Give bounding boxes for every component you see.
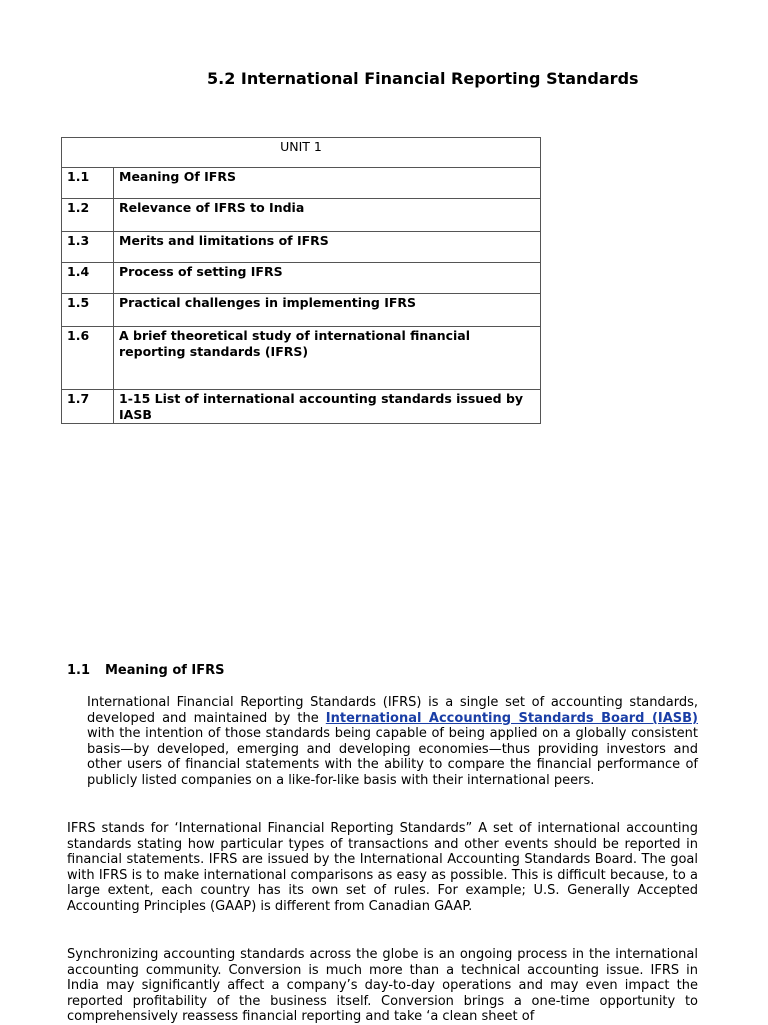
- table-row: [62, 199, 541, 232]
- topic-title: A brief theoretical study of international financial reporting standards (IFRS): [114, 327, 541, 390]
- table-row: [62, 390, 541, 424]
- table-row: [62, 263, 541, 294]
- paragraph-text: International Financial Reporting Standards (IFRS) is a single set of accounting standards, developed and maintained by the: [87, 695, 698, 726]
- topic-number: 1.1: [62, 168, 114, 199]
- paragraph-text: with the intention of those standards being capable of being applied on a globally consistent basis—by developed, emerging and developing economies—thus providing investors and other users of financial statements with the ability to compare the financial performance of publicly listed companies on a like-for-like basis with their international peers.: [87, 726, 698, 788]
- topic-number: 1.4: [62, 263, 114, 294]
- unit-header: UNIT 1: [62, 138, 541, 168]
- paragraph-definition: [87, 695, 698, 789]
- topic-number: 1.3: [62, 232, 114, 263]
- section-number: 1.1: [67, 663, 91, 678]
- topic-title: 1-15 List of international accounting standards issued by IASB: [114, 390, 541, 424]
- table-row: [62, 327, 541, 390]
- page-title: 5.2 International Financial Reporting Standards: [207, 69, 639, 88]
- table-row: [62, 168, 541, 199]
- paragraph-synchronizing: Synchronizing accounting standards across the globe is an ongoing process in the international accounting community. Conversion is much more than a technical accounting issue. IFRS in India may significantly affect a company’s day-to-day operations and may even impact the reported profitability of the business itself. Conversion brings a one-time opportunity to comprehensively reassess financial reporting and take ‘a clean sheet of: [67, 947, 698, 1025]
- topic-number: 1.5: [62, 294, 114, 327]
- table-row: [62, 232, 541, 263]
- topic-title: Practical challenges in implementing IFRS: [114, 294, 541, 327]
- topic-title: Process of setting IFRS: [114, 263, 541, 294]
- section-title: Meaning of IFRS: [105, 663, 225, 678]
- topic-title: Meaning Of IFRS: [114, 168, 541, 199]
- topic-title: Merits and limitations of IFRS: [114, 232, 541, 263]
- section-heading: [67, 663, 225, 678]
- paragraph-ifrs-explanation: IFRS stands for ‘International Financial Reporting Standards” A set of international accounting standards stating how particular types of transactions and other events should be reported in financial statements. IFRS are issued by the International Accounting Standards Board. The goal with IFRS is to make international comparisons as easy as possible. This is difficult because, to a large extent, each country has its own set of rules. For example; U.S. Generally Accepted Accounting Principles (GAAP) is different from Canadian GAAP.: [67, 821, 698, 914]
- unit-contents-table: [61, 137, 541, 424]
- table-row: [62, 294, 541, 327]
- topic-number: 1.7: [62, 390, 114, 424]
- iasb-link[interactable]: International Accounting Standards Board (IASB): [325, 710, 698, 726]
- topic-number: 1.2: [62, 199, 114, 232]
- topic-number: 1.6: [62, 327, 114, 390]
- topic-title: Relevance of IFRS to India: [114, 199, 541, 232]
